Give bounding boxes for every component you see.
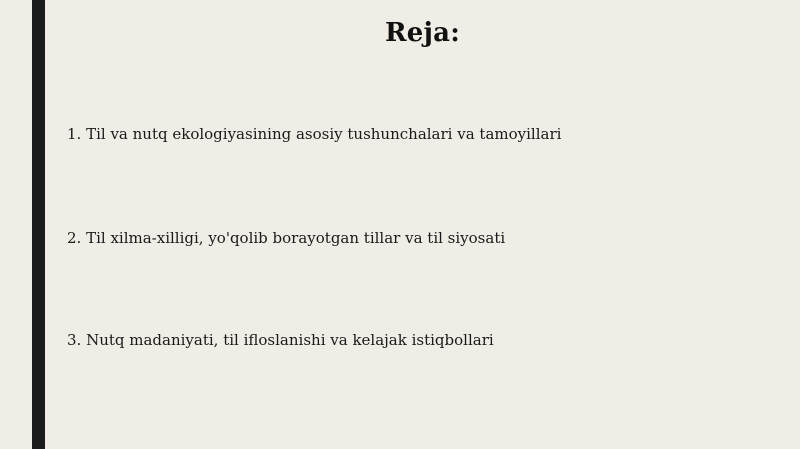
accent-bar: [32, 0, 45, 449]
plan-item-2: 2. Til xilma-xilligi, yo'qolib borayotgan tillar va til siyosati: [67, 229, 506, 247]
plan-item-3: 3. Nutq madaniyati, til ifloslanishi va kelajak istiqbollari: [67, 331, 494, 349]
plan-item-1: 1. Til va nutq ekologiyasining asosiy tushunchalari va tamoyillari: [67, 125, 562, 143]
slide-title: Reja:: [384, 18, 460, 48]
